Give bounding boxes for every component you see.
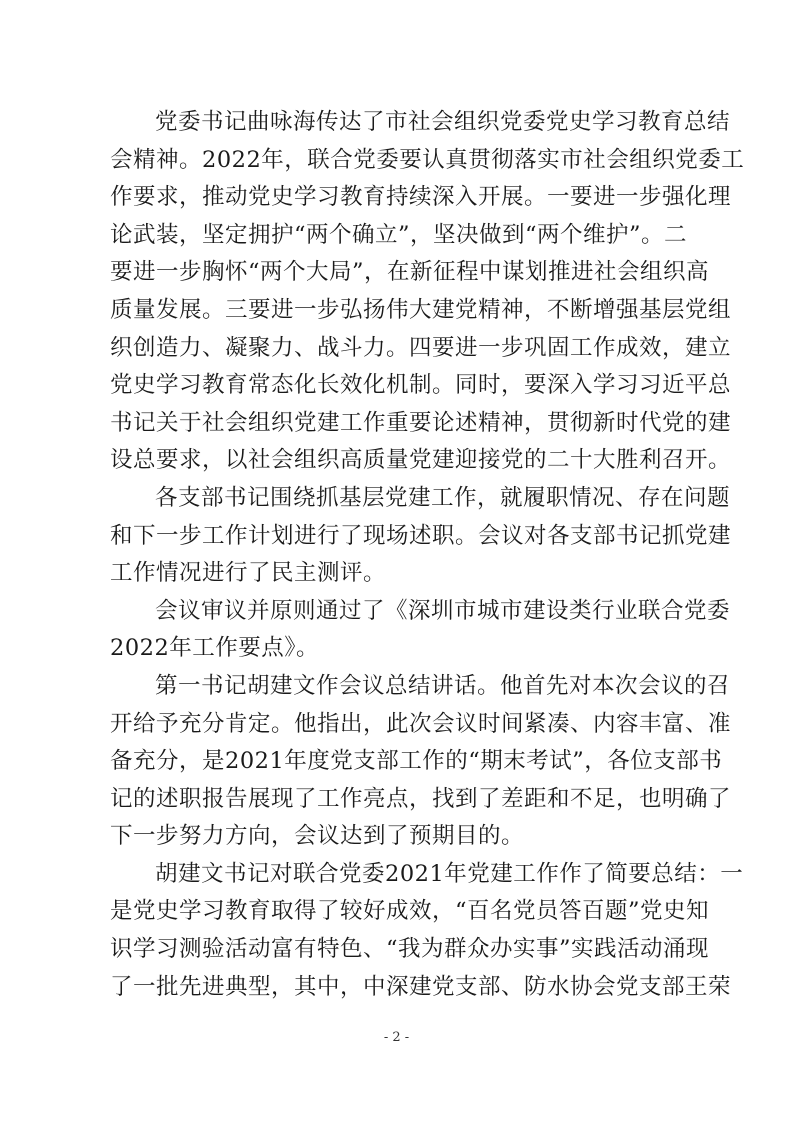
text-line: 要进一步胸怀“两个大局”，在新征程中谋划推进社会组织高 bbox=[110, 259, 710, 286]
text-line: 2022年工作要点》。 bbox=[110, 635, 320, 662]
text-line: 下一步努力方向，会议达到了预期目的。 bbox=[110, 823, 525, 850]
text-line: 第一书记胡建文作会议总结讲话。他首先对本次会议的召 bbox=[155, 672, 731, 699]
text-line: 各支部书记围绕抓基层党建工作，就履职情况、存在问题 bbox=[155, 484, 731, 511]
text-line: 识学习测验活动富有特色、“我为群众办实事”实践活动涌现 bbox=[110, 936, 710, 963]
text-line: 论武装，坚定拥护“两个确立”，坚决做到“两个维护”。二 bbox=[110, 221, 688, 248]
paragraph-5 bbox=[110, 856, 744, 1006]
paragraph-3 bbox=[110, 593, 731, 668]
text-line: 和下一步工作计划进行了现场述职。会议对各支部书记抓党建 bbox=[110, 522, 732, 549]
paragraph-4 bbox=[110, 668, 732, 856]
page-number: - 2 - bbox=[383, 1030, 410, 1045]
paragraph-2 bbox=[110, 480, 732, 593]
text-line: 设总要求，以社会组织高质量党建迎接党的二十大胜利召开。 bbox=[110, 447, 732, 474]
text-line: 胡建文书记对联合党委2021年党建工作作了简要总结：一 bbox=[155, 860, 744, 887]
text-line: 工作情况进行了民主测评。 bbox=[110, 560, 387, 587]
text-line: 书记关于社会组织党建工作重要论述精神，贯彻新时代党的建 bbox=[110, 409, 732, 436]
text-line: 党史学习教育常态化长效化机制。同时，要深入学习习近平总 bbox=[110, 372, 732, 399]
text-line: 开给予充分肯定。他指出，此次会议时间紧凑、内容丰富、准 bbox=[110, 710, 732, 737]
text-line: 会精神。2022年，联合党委要认真贯彻落实市社会组织党委工 bbox=[110, 146, 745, 173]
text-line: 了一批先进典型，其中，中深建党支部、防水协会党支部王荣 bbox=[110, 973, 732, 1000]
text-line: 记的述职报告展现了工作亮点，找到了差距和不足，也明确了 bbox=[110, 785, 732, 812]
text-line: 党委书记曲咏海传达了市社会组织党委党史学习教育总结 bbox=[155, 109, 731, 135]
text-line: 是党史学习教育取得了较好成效，“百名党员答百题”党史知 bbox=[110, 898, 710, 925]
text-line: 织创造力、凝聚力、战斗力。四要进一步巩固工作成效，建立 bbox=[110, 334, 732, 361]
text-line: 备充分，是2021年度党支部工作的“期末考试”，各位支部书 bbox=[110, 748, 723, 775]
text-line: 质量发展。三要进一步弘扬伟大建党精神，不断增强基层党组 bbox=[110, 296, 732, 323]
text-line: 作要求，推动党史学习教育持续深入开展。一要进一步强化理 bbox=[110, 184, 732, 211]
text-line: 会议审议并原则通过了《深圳市城市建设类行业联合党委 bbox=[155, 597, 731, 624]
paragraph-1 bbox=[110, 104, 745, 480]
document-body bbox=[110, 104, 745, 1006]
